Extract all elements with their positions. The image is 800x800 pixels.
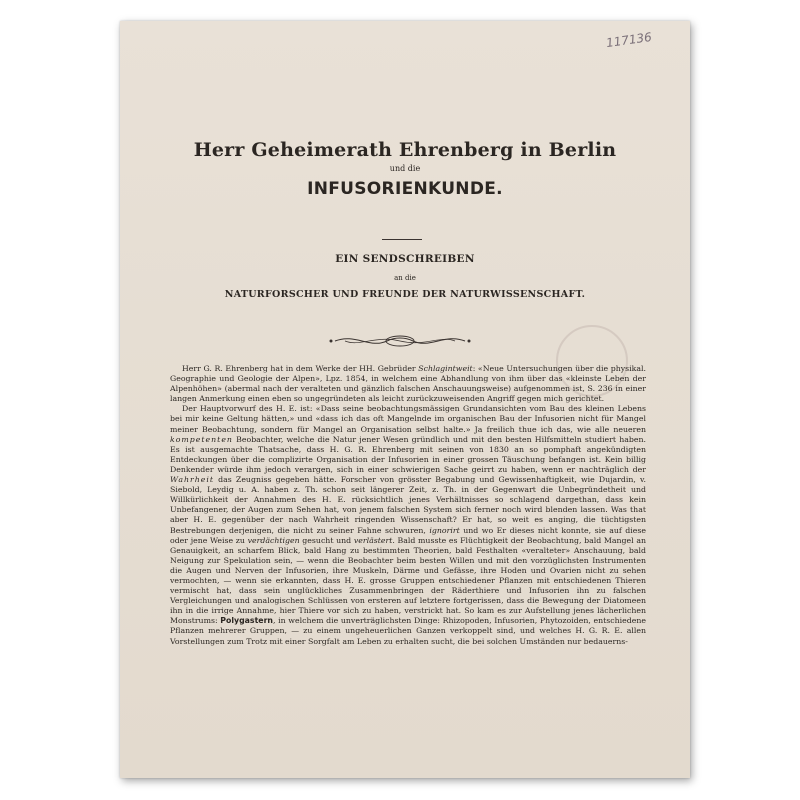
document-title: Herr Geheimerath Ehrenberg in Berlin	[193, 139, 617, 161]
document-subtitle: EIN SENDSCHREIBEN	[335, 253, 475, 265]
document-subject: INFUSORIENKUNDE.	[307, 179, 503, 199]
paragraph-1: Herr G. R. Ehrenberg hat in dem Werke der HH. Gebrüder Schlagintweit: «Neue Untersuchungen über die physikal. Geographie und Geologie der Alpen», Lpz. 1854, in welchem eine Abhandlung von ihm über das «kleinste Leben der Alpenhöhen» (abermal nach der veralteten und gänzlich falschen Anschauungsweise) aufgenommen ist, S. 236 in einer langen Anmerkung einen eben so ungegründeten als leicht zurückzuweisenden Angriff gegen mich gerichtet.	[170, 364, 646, 404]
paragraph-2: Der Hauptvorwurf des H. E. ist: «Dass seine beobachtungsmässigen Grundansichten vom Bau des kleinen Lebens bei mir keine Geltung hätten,» und «dass ich das oft Mangelnde im organischen Bau der Infusorien nicht für Mangel meiner Beobachtung, sondern für Mangel an Organisation selbst halte.» Ja freilich thue ich das, wie alle neueren kompetenten Beobachter, welche die Natur jener Wesen gründlich und mit den besten Hilfsmitteln studiert haben. Es ist ausgemachte Thatsache, dass H. G. R. Ehrenberg mit seinen von 1830 an so pomphaft angekündigten Entdeckungen über die complizirte Organisation der Infusorien in einer grossen Täuschung befangen ist. Kein billig Denkender würde ihm jedoch verargen, sich in einer schwierigen Sache geirrt zu haben, wenn er nachträglich der Wahrheit das Zeugniss gegeben hätte. Forscher von grösster Begabung und Gewissenhaftigkeit, wie Dujardin, v. Siebold, Leydig u. A. haben z. Th. schon seit längerer Zeit, z. Th. in der Gegenwart die Unbegründetheit und Willkürlichkeit der Annahmen des H. E. rücksichtlich jenes Verhältnisses so schlagend dargethan, dass kein Unbefangener, der Augen zum Sehen hat, von jenem falschen System sich ferner noch wird blenden lassen. Was that aber H. E. gegenüber der nach Wahrheit ringenden Wissenschaft? Er hat, so weit es anging, die tüchtigsten Bestrebungen derjenigen, die nicht zu seiner Fahne schwuren, ignorirt und wo Er dieses nicht konnte, sie auf diese oder jene Weise zu verdächtigen gesucht und verlästert. Bald musste es Flüchtigkeit der Beobachtung, bald Mangel an Genauigkeit, an scharfem Blick, bald Hang zu bestimmten Theorien, bald Festhalten «veralteter» Anschauung, bald Neigung zur Spekulation sein, — wenn die Beobachter beim besten Willen und mit den vorzüglichsten Instrumenten die Augen und Nerven der Infusorien, ihre Muskeln, Därme und Gefässe, ihre Hoden und Ovarien nicht zu sehen vermochten, — wenn sie erkannten, dass H. E. grosse Gruppen entschiedener Pflanzen mit entschiedenen Thieren vermischt hat, dass sein unglückliches Zusammenbringen der Räderthiere und Infusorien ihn zu falschen Vergleichungen und analogischen Schlüssen von ersteren auf letztere fortgerissen, dass die Bewegung der Diatomeen ihn in die irrige Annahme, hier Thiere vor sich zu haben, verstrickt hat. So kam es zur Aufstellung jenes lächerlichen Monstrums: Polygastern, in welchem die unverträglichsten Dinge: Rhizopoden, Infusorien, Phytozoiden, entschiedene Pflanzen mehrerer Gruppen, — zu einem ungeheuerlichen Ganzen verkoppelt sind, und welches H. G. R. E. allen Vorstellungen zum Trotz mit einer Sorgfalt am Leben zu erhalten sucht, die bei solchen Umständen nur bedauerns-	[170, 404, 646, 646]
flourish-ornament-icon	[325, 329, 475, 353]
document-page	[120, 21, 690, 778]
document-addressees: NATURFORSCHER UND FREUNDE DER NATURWISSENSCHAFT.	[224, 289, 586, 300]
divider-rule	[382, 239, 422, 240]
connector-text-2: an die	[394, 274, 416, 282]
catalog-number: 117136	[605, 29, 653, 51]
body-text	[170, 364, 646, 647]
connector-text: und die	[389, 164, 421, 173]
